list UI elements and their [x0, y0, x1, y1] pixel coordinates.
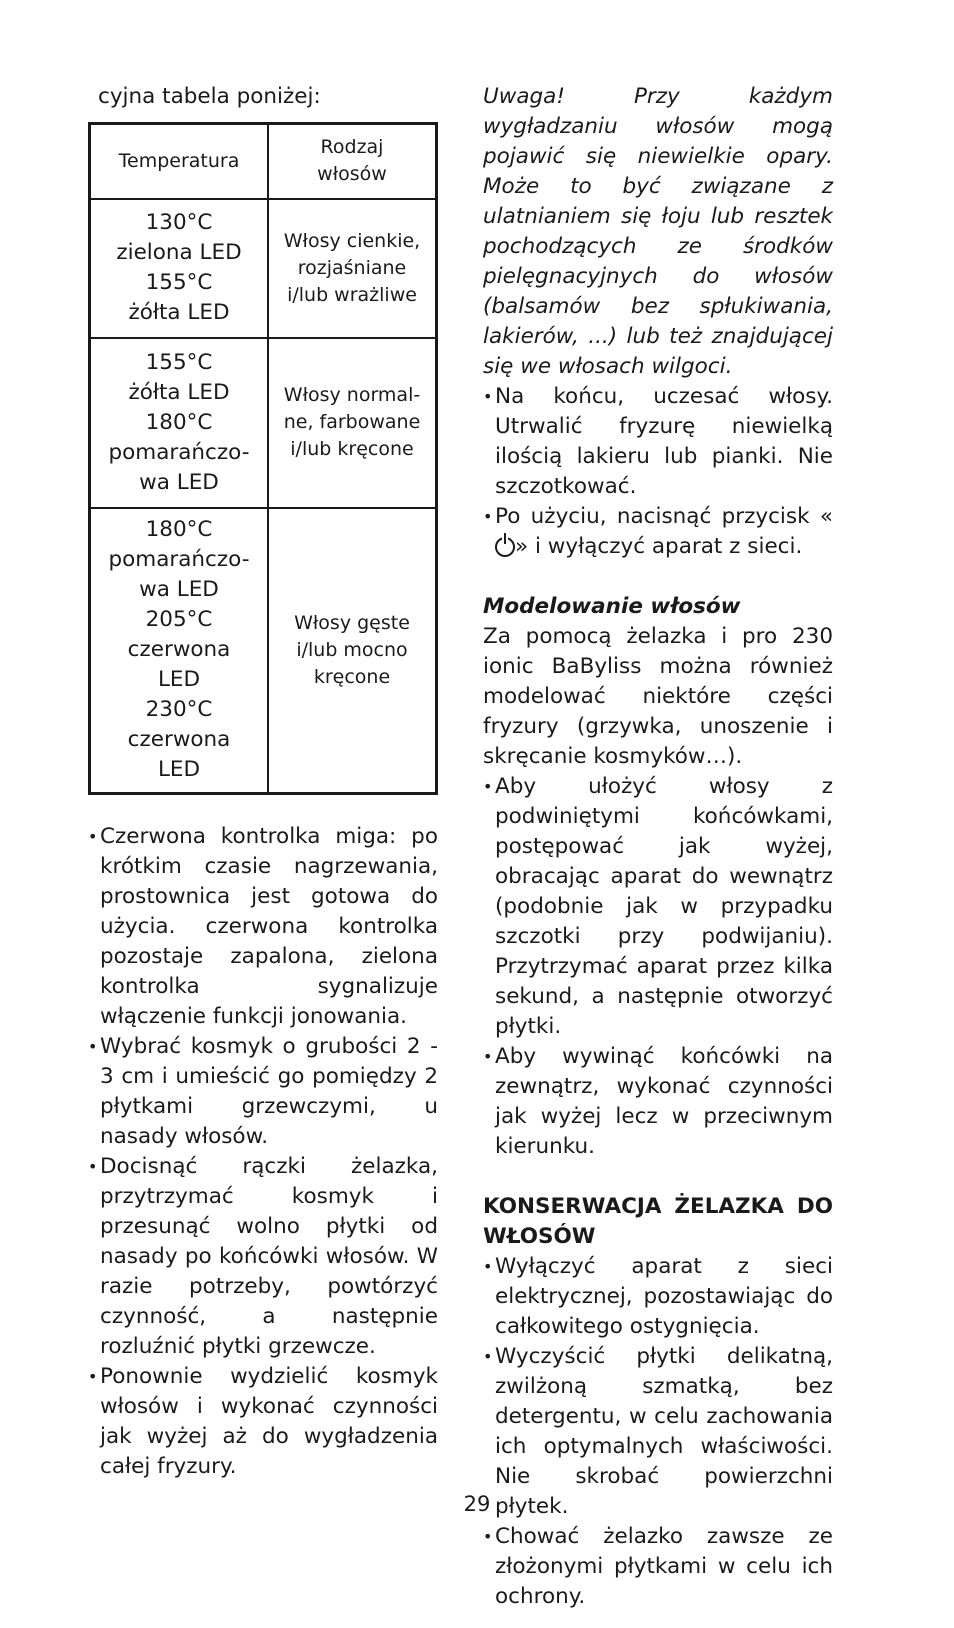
power-icon	[495, 537, 515, 557]
modeling-heading: Modelowanie włosów	[483, 594, 741, 619]
page-number: 29	[463, 1492, 491, 1516]
list-item: • Chować żelazko zawsze ze złożonymi płytkami w celu ich ochrony.	[483, 1522, 833, 1612]
list-item: • Aby wywinąć końcówki na zewnątrz, wykonać czynności jak wyżej lecz w przeciwnym kierunku.	[483, 1042, 833, 1162]
table-row	[90, 338, 437, 508]
list-item: • Docisnąć rączki żelazka, przytrzymać kosmyk i przesunąć wolno płytki od nasady po końcówki włosów. W razie potrzeby, powtórzyć czynność, a następnie rozluźnić płytki grzewcze.	[88, 1152, 438, 1362]
left-column	[88, 82, 438, 1482]
power-instruction-pre: Po użyciu, nacisnąć przycisk «	[495, 504, 833, 529]
care-list	[483, 1252, 833, 1612]
list-item: • Ponownie wydzielić kosmyk włosów i wykonać czynności jak wyżej aż do wygładzenia całej fryzury.	[88, 1362, 438, 1482]
table-row	[90, 199, 437, 338]
table-row	[90, 508, 437, 794]
hair-cell: Włosy gęste i/lub mocno kręcone	[268, 508, 437, 794]
modeling-list	[483, 772, 833, 1162]
warning-note: Uwaga! Przy każdym wygładzaniu włosów mogą pojawić się niewielkie opary. Może to być związane z ulatnianiem się łoju lub resztek pochodzących ze środków pielęgnacyjnych do włosów (balsamów bez spłukiwania, lakierów, ...) lub też znajdującej się we włosach wilgoci.	[483, 84, 833, 379]
header-temperature: Temperatura	[90, 124, 269, 199]
instruction-list	[88, 822, 438, 1482]
temp-cell: 180°C pomarańczo- wa LED 205°C czerwona LED 230°C czerwona LED	[90, 508, 269, 794]
list-item: • Na końcu, uczesać włosy. Utrwalić fryzurę niewielką ilością lakieru lub pianki. Nie szczotkować.	[483, 382, 833, 502]
modeling-text: Za pomocą żelazka i pro 230 ionic BaByliss można również modelować niektóre części fryzury (grzywka, unoszenie i skręcanie kosmyków…).	[483, 624, 833, 769]
finish-list	[483, 382, 833, 562]
right-column	[483, 82, 833, 1612]
table-intro: cyjna tabela poniżej:	[98, 84, 321, 109]
temp-cell: 130°C zielona LED 155°C żółta LED	[90, 199, 269, 338]
table-header-row	[90, 124, 437, 199]
hair-cell: Włosy normal- ne, farbowane i/lub kręcone	[268, 338, 437, 508]
list-item: • Wyczyścić płytki delikatną, zwilżoną szmatką, bez detergentu, w celu zachowania ich optymalnych właściwości. Nie skrobać powierzchni płytek.	[483, 1342, 833, 1522]
header-hair-type: Rodzaj włosów	[268, 124, 437, 199]
temp-cell: 155°C żółta LED 180°C pomarańczo- wa LED	[90, 338, 269, 508]
list-item: • Czerwona kontrolka miga: po krótkim czasie nagrzewania, prostownica jest gotowa do użycia. czerwona kontrolka pozostaje zapalona, zielona kontrolka sygnalizuje włączenie funkcji jonowania.	[88, 822, 438, 1032]
power-instruction-post: » i wyłączyć aparat z sieci.	[515, 534, 803, 559]
list-item: • Aby ułożyć włosy z podwiniętymi końcówkami, postępować jak wyżej, obracając aparat do wewnątrz (podobnie jak w przypadku szczotki przy podwijaniu). Przytrzymać aparat przez kilka sekund, a następnie otworzyć płytki.	[483, 772, 833, 1042]
temperature-table	[88, 122, 438, 795]
list-item	[483, 502, 833, 562]
hair-cell: Włosy cienkie, rozjaśniane i/lub wrażliwe	[268, 199, 437, 338]
list-item: • Wybrać kosmyk o grubości 2 - 3 cm i umieścić go pomiędzy 2 płytkami grzewczymi, u nasady włosów.	[88, 1032, 438, 1152]
list-item: • Wyłączyć aparat z sieci elektrycznej, pozostawiając do całkowitego ostygnięcia.	[483, 1252, 833, 1342]
care-heading: KONSERWACJA ŻELAZKA DO WŁOSÓW	[483, 1194, 833, 1249]
